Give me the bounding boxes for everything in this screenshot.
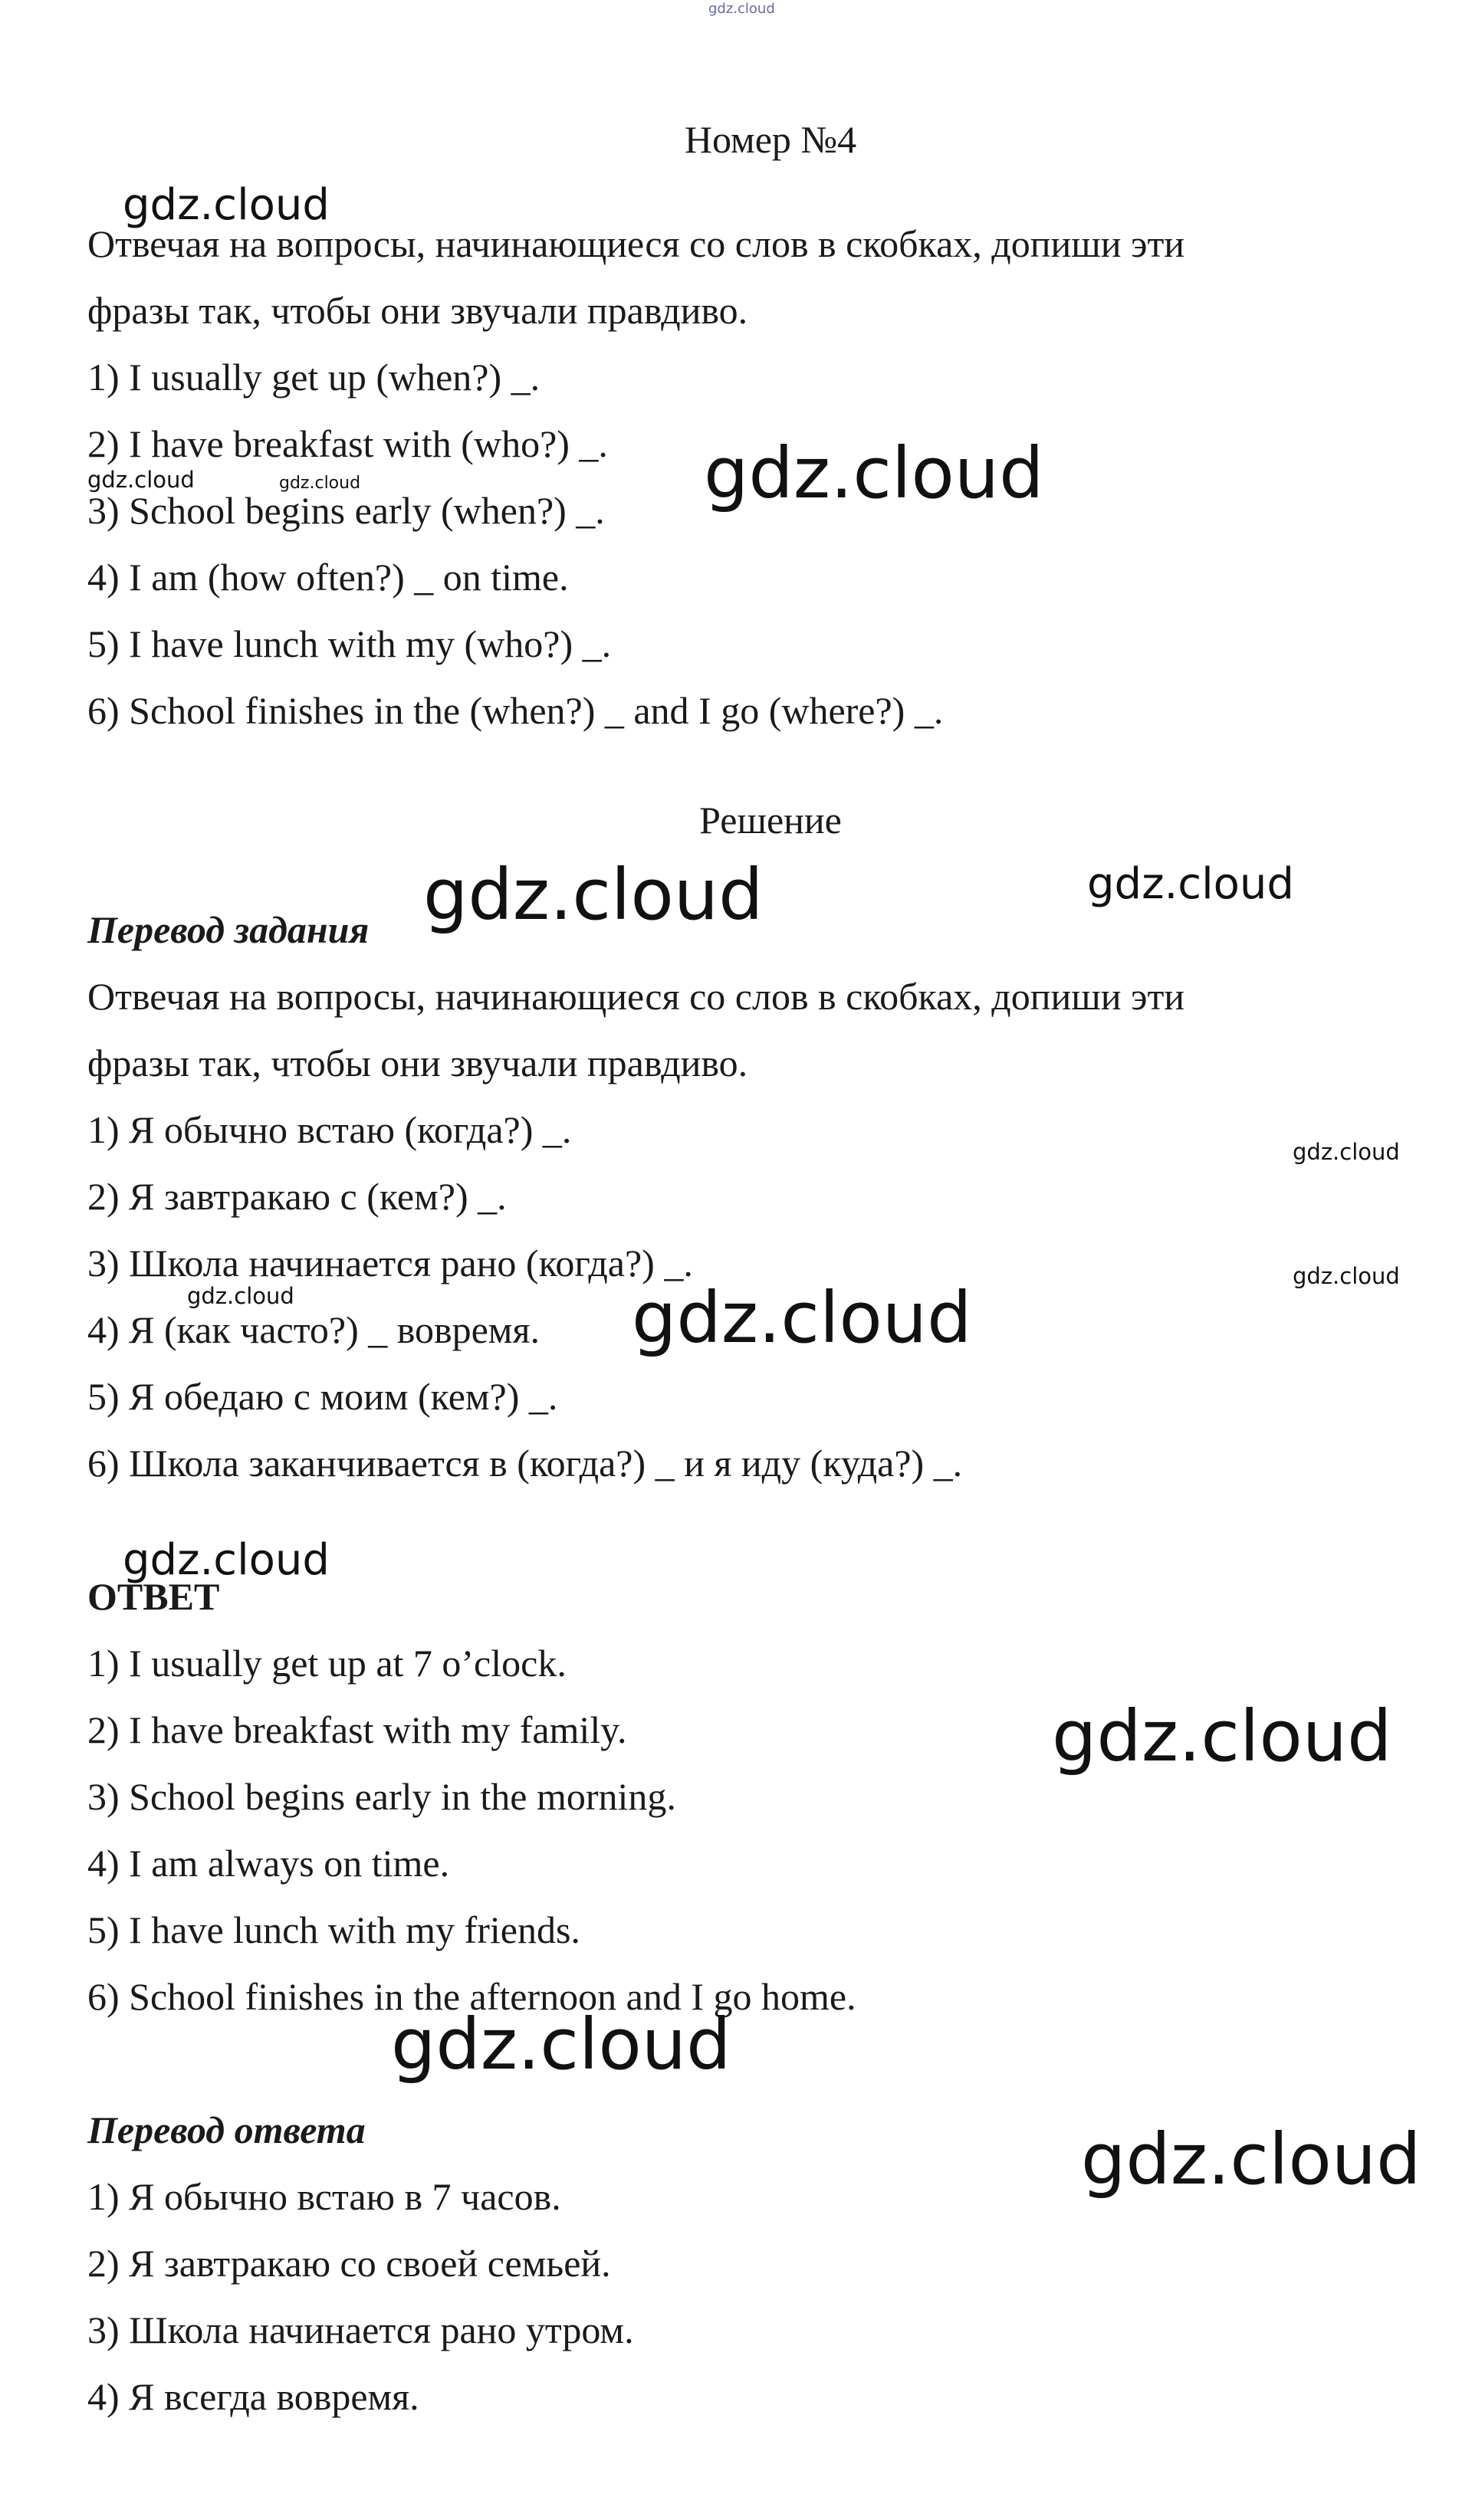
- watermark-text: gdz.cloud: [123, 180, 330, 230]
- watermark-text: gdz.cloud: [632, 1277, 972, 1359]
- answer-translation-heading: Перевод ответа: [87, 2108, 366, 2151]
- answer-item-2: 2) I have breakfast with my family.: [87, 1708, 627, 1751]
- translation-item-4: 4) Я (как часто?) _ вовремя.: [87, 1308, 540, 1351]
- answer-item-3: 3) School begins early in the morning.: [87, 1775, 676, 1818]
- task-intro-line-1: Отвечая на вопросы, начинающиеся со слов в скобках, допиши эти: [87, 222, 1185, 265]
- task-item-5: 5) I have lunch with my (who?) _.: [87, 622, 612, 665]
- watermark-text: gdz.cloud: [279, 474, 361, 493]
- watermark-text: gdz.cloud: [708, 1, 775, 17]
- translation-intro-line-2: фразы так, чтобы они звучали правдиво.: [87, 1042, 748, 1084]
- task-item-2: 2) I have breakfast with (who?) _.: [87, 422, 608, 465]
- watermark-text: gdz.cloud: [704, 432, 1044, 514]
- answer-item-6: 6) School finishes in the afternoon and I go home.: [87, 1975, 856, 2018]
- translation-item-3: 3) Школа начинается рано (когда?) _.: [87, 1242, 693, 1285]
- translation-item-1: 1) Я обычно встаю (когда?) _.: [87, 1108, 572, 1151]
- task-item-3: 3) School begins early (when?) _.: [87, 489, 605, 532]
- translation-intro-line-1: Отвечая на вопросы, начинающиеся со слов в скобках, допиши эти: [87, 975, 1185, 1018]
- answer-item-4: 4) I am always on time.: [87, 1842, 450, 1885]
- translation-item-2: 2) Я завтракаю с (кем?) _.: [87, 1175, 507, 1218]
- answer-item-1: 1) I usually get up at 7 o’clock.: [87, 1642, 567, 1685]
- task-item-4: 4) I am (how often?) _ on time.: [87, 556, 569, 599]
- task-intro-line-2: фразы так, чтобы они звучали правдиво.: [87, 289, 748, 332]
- watermark-text: gdz.cloud: [1081, 2118, 1421, 2200]
- watermark-text: gdz.cloud: [123, 1535, 330, 1585]
- page-title: Номер №4: [684, 118, 857, 161]
- solution-heading: Решение: [699, 799, 842, 842]
- task-translation-heading: Перевод задания: [87, 908, 370, 951]
- task-item-1: 1) I usually get up (when?) _.: [87, 356, 540, 399]
- watermark-text: gdz.cloud: [187, 1283, 294, 1309]
- answer-translation-item-2: 2) Я завтракаю со своей семьей.: [87, 2242, 611, 2285]
- answer-translation-item-3: 3) Школа начинается рано утром.: [87, 2308, 634, 2351]
- translation-item-5: 5) Я обедаю с моим (кем?) _.: [87, 1375, 558, 1418]
- answer-heading: ОТВЕТ: [87, 1575, 220, 1618]
- translation-item-6: 6) Школа заканчивается в (когда?) _ и я иду (куда?) _.: [87, 1442, 963, 1485]
- watermark-text: gdz.cloud: [1087, 859, 1294, 909]
- watermark-text: gdz.cloud: [1052, 1695, 1392, 1777]
- watermark-text: gdz.cloud: [423, 854, 764, 936]
- watermark-text: gdz.cloud: [1293, 1139, 1400, 1165]
- task-item-6: 6) School finishes in the (when?) _ and I go (where?) _.: [87, 689, 944, 732]
- watermark-text: gdz.cloud: [1293, 1263, 1400, 1289]
- answer-translation-item-4: 4) Я всегда вовремя.: [87, 2375, 419, 2418]
- answer-item-5: 5) I have lunch with my friends.: [87, 1908, 580, 1951]
- answer-translation-item-1: 1) Я обычно встаю в 7 часов.: [87, 2175, 561, 2218]
- watermark-text: gdz.cloud: [391, 2003, 731, 2085]
- watermark-text: gdz.cloud: [87, 467, 195, 493]
